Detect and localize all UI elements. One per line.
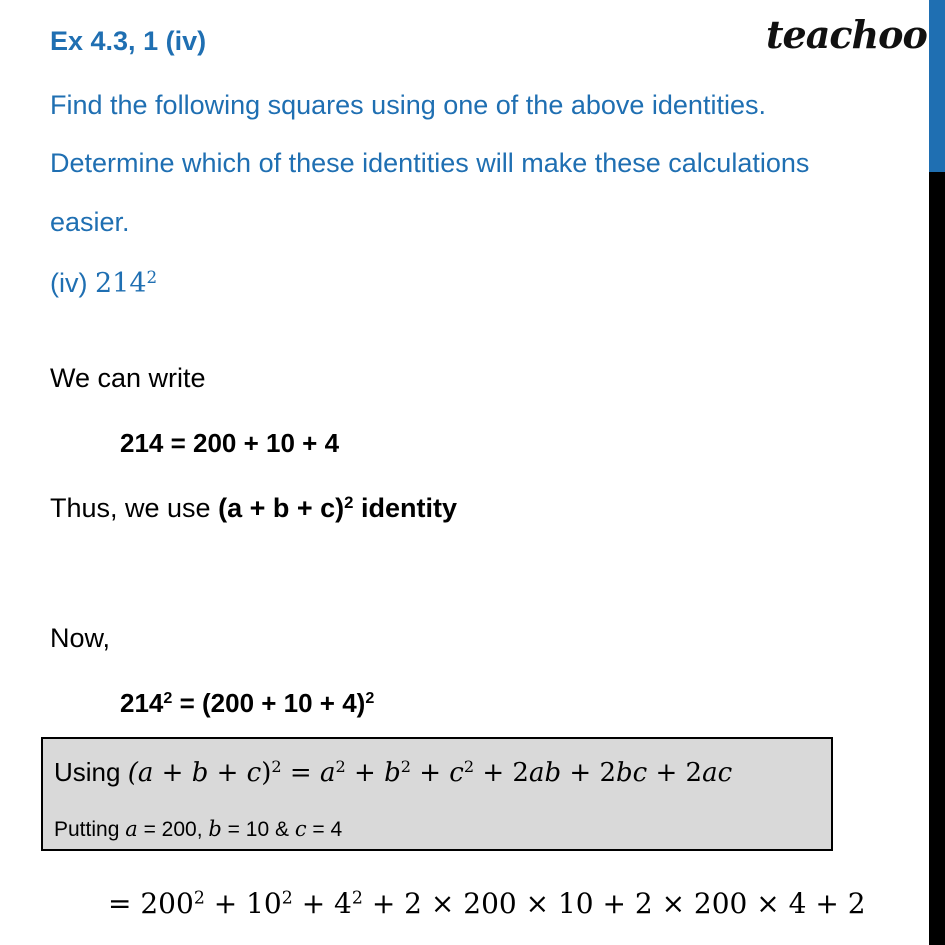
we-can-write-text: We can write — [50, 363, 206, 393]
now-text: Now, — [50, 623, 111, 653]
part-expression: $214^2$ — [95, 266, 158, 299]
question-part — [50, 268, 157, 299]
identity-formula: Using $(a + b + c)^2 = a^2 + b^2 + c^2 + 2ab + 2bc + 2ac$ — [54, 757, 733, 788]
identity-box — [41, 737, 833, 851]
part-label: (iv) — [50, 268, 88, 298]
expansion-line: = $200^2 + 10^2 + 4^2 + 2 \times 200 \times 10 + 2 \times 200 \times 4 + 2$ — [108, 887, 866, 920]
question-line-3: easier. — [50, 207, 130, 237]
square-equation: $214^2 = (200 + 10 + 4)^2$ — [120, 688, 375, 718]
exercise-title: Ex 4.3, 1 (iv) — [50, 26, 207, 56]
putting-values: Putting a = 200, b = 10 & c = 4 — [54, 817, 343, 841]
question-line-1: Find the following squares using one of the above identities. — [50, 90, 766, 120]
question-line-2: Determine which of these identities will make these calculations — [50, 148, 810, 178]
split-equation: 214 = 200 + 10 + 4 — [120, 428, 340, 458]
teachoo-logo[interactable]: teachoo — [766, 12, 927, 57]
scrollbar-thumb[interactable] — [929, 0, 945, 172]
identity-statement: Thus, we use $(a + b + c)^2$ identity — [50, 492, 457, 523]
